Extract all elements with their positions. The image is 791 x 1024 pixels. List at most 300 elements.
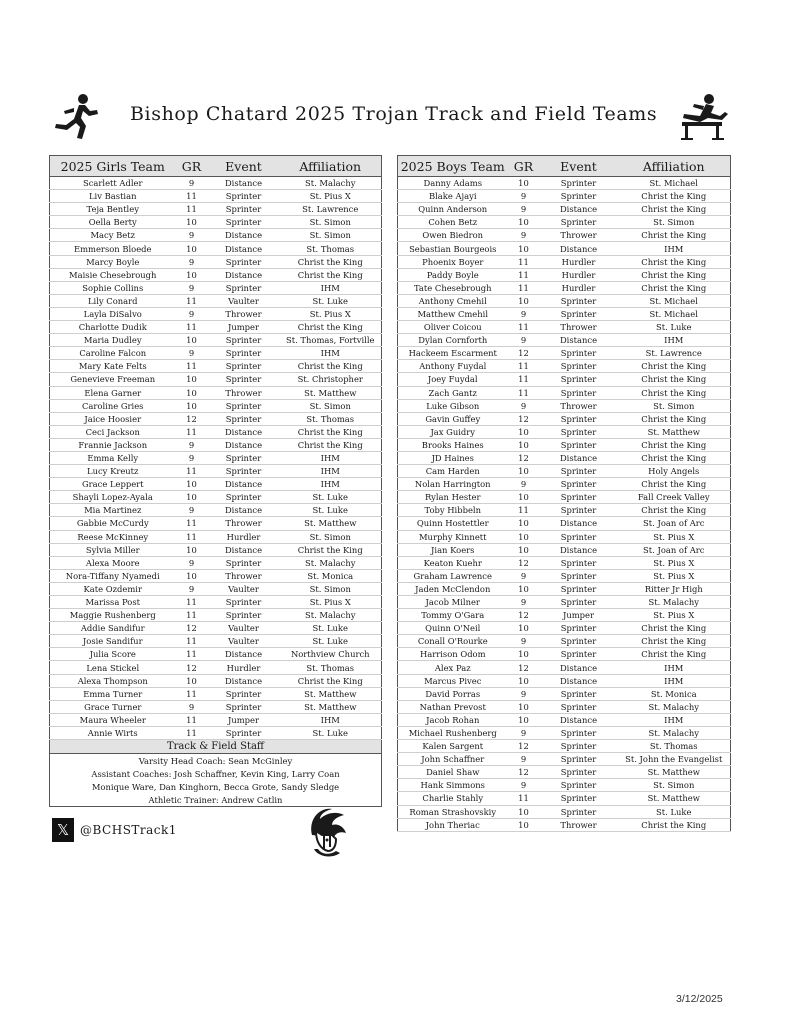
cell-grade: 10 bbox=[508, 674, 540, 687]
cell-affiliation: St. Pius X bbox=[618, 609, 731, 622]
cell-affiliation: Ritter Jr High bbox=[618, 582, 731, 595]
cell-grade: 10 bbox=[176, 491, 208, 504]
cell-affiliation: Christ the King bbox=[618, 268, 731, 281]
cell-grade: 12 bbox=[508, 412, 540, 425]
cell-grade: 9 bbox=[176, 438, 208, 451]
cell-affiliation: Christ the King bbox=[618, 451, 731, 464]
cell-grade: 12 bbox=[508, 661, 540, 674]
cell-grade: 9 bbox=[176, 347, 208, 360]
cell-event: Distance bbox=[208, 438, 280, 451]
cell-grade: 9 bbox=[176, 255, 208, 268]
table-row bbox=[50, 517, 382, 530]
cell-name: Shayli Lopez-Ayala bbox=[50, 491, 176, 504]
cell-affiliation: Christ the King bbox=[280, 438, 382, 451]
cell-name: Emma Kelly bbox=[50, 451, 176, 464]
cell-grade: 10 bbox=[508, 648, 540, 661]
cell-name: Gabbie McCurdy bbox=[50, 517, 176, 530]
table-row bbox=[398, 517, 731, 530]
cell-affiliation: St. Luke bbox=[280, 726, 382, 739]
cell-affiliation: Christ the King bbox=[618, 360, 731, 373]
table-row bbox=[398, 321, 731, 334]
cell-affiliation: Northview Church bbox=[280, 648, 382, 661]
cell-name: John Theriac bbox=[398, 818, 508, 831]
cell-name: Sophie Collins bbox=[50, 281, 176, 294]
cell-grade: 10 bbox=[176, 216, 208, 229]
cell-name: Toby Hibbeln bbox=[398, 504, 508, 517]
cell-grade: 9 bbox=[176, 504, 208, 517]
cell-affiliation: St. Joan of Arc bbox=[618, 543, 731, 556]
cell-name: Gavin Guffey bbox=[398, 412, 508, 425]
cell-affiliation: St. Matthew bbox=[618, 425, 731, 438]
cell-grade: 9 bbox=[176, 281, 208, 294]
cell-grade: 9 bbox=[508, 229, 540, 242]
cell-affiliation: IHM bbox=[280, 713, 382, 726]
cell-name: Maisie Chesebrough bbox=[50, 268, 176, 281]
cell-event: Hurdler bbox=[540, 255, 618, 268]
table-row bbox=[398, 635, 731, 648]
cell-affiliation: Christ the King bbox=[618, 635, 731, 648]
cell-grade: 10 bbox=[176, 386, 208, 399]
cell-grade: 11 bbox=[176, 425, 208, 438]
cell-affiliation: St. Simon bbox=[618, 399, 731, 412]
cell-event: Sprinter bbox=[540, 438, 618, 451]
table-row bbox=[50, 530, 382, 543]
cell-event: Jumper bbox=[208, 321, 280, 334]
cell-affiliation: St. Malachy bbox=[618, 700, 731, 713]
cell-affiliation: Christ the King bbox=[618, 412, 731, 425]
cell-affiliation: St. Malachy bbox=[280, 177, 382, 190]
table-row bbox=[50, 504, 382, 517]
cell-grade: 9 bbox=[508, 307, 540, 320]
cell-event: Distance bbox=[540, 451, 618, 464]
date-stamp: 3/12/2025 bbox=[676, 993, 723, 1005]
cell-affiliation: St. Thomas bbox=[280, 242, 382, 255]
cell-affiliation: St. Malachy bbox=[618, 596, 731, 609]
cell-affiliation: St. Michael bbox=[618, 307, 731, 320]
table-row bbox=[50, 268, 382, 281]
cell-affiliation: St. Michael bbox=[618, 177, 731, 190]
cell-affiliation: Christ the King bbox=[618, 281, 731, 294]
girls-header-row bbox=[50, 156, 382, 177]
table-row bbox=[398, 412, 731, 425]
cell-name: John Schaffner bbox=[398, 753, 508, 766]
table-row bbox=[50, 478, 382, 491]
cell-grade: 12 bbox=[176, 622, 208, 635]
cell-affiliation: Christ the King bbox=[618, 203, 731, 216]
table-row bbox=[50, 255, 382, 268]
cell-grade: 10 bbox=[508, 425, 540, 438]
cell-grade: 12 bbox=[508, 556, 540, 569]
cell-grade: 11 bbox=[176, 294, 208, 307]
girls-col-grade: GR bbox=[176, 156, 208, 177]
cell-name: Murphy Kinnett bbox=[398, 530, 508, 543]
cell-name: Hank Simmons bbox=[398, 779, 508, 792]
cell-name: Mia Martinez bbox=[50, 504, 176, 517]
boys-team-table bbox=[397, 155, 731, 832]
boys-col-team: 2025 Boys Team bbox=[398, 156, 508, 177]
cell-event: Jumper bbox=[208, 713, 280, 726]
table-row bbox=[398, 268, 731, 281]
table-row bbox=[50, 451, 382, 464]
table-row bbox=[50, 386, 382, 399]
cell-grade: 10 bbox=[176, 399, 208, 412]
cell-affiliation: Fall Creek Valley bbox=[618, 491, 731, 504]
cell-affiliation: St. Thomas bbox=[280, 661, 382, 674]
cell-event: Sprinter bbox=[208, 190, 280, 203]
table-row bbox=[398, 294, 731, 307]
cell-grade: 11 bbox=[508, 281, 540, 294]
cell-name: Luke Gibson bbox=[398, 399, 508, 412]
cell-affiliation: St. Matthew bbox=[280, 517, 382, 530]
cell-name: Jax Guidry bbox=[398, 425, 508, 438]
cell-name: Keaton Kuehr bbox=[398, 556, 508, 569]
boys-table-body bbox=[398, 177, 731, 832]
cell-grade: 9 bbox=[508, 726, 540, 739]
cell-affiliation: St. Pius X bbox=[280, 596, 382, 609]
cell-name: Layla DiSalvo bbox=[50, 307, 176, 320]
table-row bbox=[398, 556, 731, 569]
x-logo-icon[interactable]: 𝕏 bbox=[52, 818, 74, 842]
cell-event: Sprinter bbox=[540, 740, 618, 753]
cell-name: Mary Kate Felts bbox=[50, 360, 176, 373]
cell-grade: 10 bbox=[508, 465, 540, 478]
cell-event: Sprinter bbox=[540, 622, 618, 635]
staff-line: Varsity Head Coach: Sean McGinley bbox=[138, 755, 293, 766]
cell-name: Michael Rushenberg bbox=[398, 726, 508, 739]
cell-affiliation: St. Simon bbox=[280, 229, 382, 242]
cell-event: Sprinter bbox=[540, 726, 618, 739]
cell-name: Marcy Boyle bbox=[50, 255, 176, 268]
cell-name: Nora-Tiffany Nyamedi bbox=[50, 569, 176, 582]
cell-grade: 9 bbox=[508, 687, 540, 700]
cell-name: Grace Leppert bbox=[50, 478, 176, 491]
cell-event: Sprinter bbox=[208, 399, 280, 412]
cell-grade: 10 bbox=[176, 478, 208, 491]
cell-event: Sprinter bbox=[208, 451, 280, 464]
cell-name: Anthony Cmehil bbox=[398, 294, 508, 307]
cell-grade: 11 bbox=[176, 726, 208, 739]
cell-grade: 11 bbox=[176, 360, 208, 373]
cell-event: Sprinter bbox=[540, 792, 618, 805]
cell-grade: 11 bbox=[508, 255, 540, 268]
cell-grade: 11 bbox=[176, 713, 208, 726]
boys-col-grade: GR bbox=[508, 156, 540, 177]
cell-name: Frannie Jackson bbox=[50, 438, 176, 451]
table-row bbox=[398, 478, 731, 491]
cell-name: Hackeem Escarment bbox=[398, 347, 508, 360]
cell-event: Vaulter bbox=[208, 622, 280, 635]
cell-grade: 11 bbox=[176, 609, 208, 622]
table-row bbox=[50, 465, 382, 478]
cell-event: Sprinter bbox=[540, 491, 618, 504]
cell-grade: 10 bbox=[508, 582, 540, 595]
cell-affiliation: St. Thomas bbox=[280, 412, 382, 425]
cell-grade: 11 bbox=[508, 792, 540, 805]
table-row bbox=[50, 216, 382, 229]
cell-affiliation: Holy Angels bbox=[618, 465, 731, 478]
cell-affiliation: St. Luke bbox=[618, 321, 731, 334]
cell-name: Brooks Haines bbox=[398, 438, 508, 451]
cell-grade: 12 bbox=[508, 766, 540, 779]
cell-grade: 12 bbox=[508, 451, 540, 464]
cell-event: Sprinter bbox=[208, 491, 280, 504]
cell-affiliation: St. Christopher bbox=[280, 373, 382, 386]
cell-name: Macy Betz bbox=[50, 229, 176, 242]
cell-affiliation: St. Luke bbox=[280, 491, 382, 504]
cell-grade: 10 bbox=[176, 242, 208, 255]
cell-event: Hurdler bbox=[540, 281, 618, 294]
cell-affiliation: St. Simon bbox=[618, 779, 731, 792]
cell-event: Thrower bbox=[540, 229, 618, 242]
table-row bbox=[398, 465, 731, 478]
cell-affiliation: Christ the King bbox=[618, 190, 731, 203]
cell-event: Sprinter bbox=[540, 216, 618, 229]
cell-affiliation: IHM bbox=[280, 465, 382, 478]
table-row bbox=[398, 569, 731, 582]
table-row bbox=[398, 281, 731, 294]
cell-event: Sprinter bbox=[540, 190, 618, 203]
cell-grade: 11 bbox=[508, 321, 540, 334]
table-row bbox=[398, 530, 731, 543]
cell-name: Josie Sandifur bbox=[50, 635, 176, 648]
table-row bbox=[50, 347, 382, 360]
cell-grade: 11 bbox=[176, 517, 208, 530]
cell-affiliation: Christ the King bbox=[280, 425, 382, 438]
cell-name: Ceci Jackson bbox=[50, 425, 176, 438]
cell-event: Distance bbox=[208, 674, 280, 687]
cell-name: Kalen Sargent bbox=[398, 740, 508, 753]
table-row bbox=[398, 255, 731, 268]
table-row bbox=[398, 399, 731, 412]
cell-name: Dylan Cornforth bbox=[398, 334, 508, 347]
cell-grade: 9 bbox=[508, 203, 540, 216]
table-row bbox=[50, 321, 382, 334]
cell-name: Tommy O'Gara bbox=[398, 609, 508, 622]
boys-header-row bbox=[398, 156, 731, 177]
table-row bbox=[398, 700, 731, 713]
cell-event: Sprinter bbox=[540, 294, 618, 307]
cell-affiliation: St. Matthew bbox=[618, 766, 731, 779]
cell-name: Nolan Harrington bbox=[398, 478, 508, 491]
cell-name: Cam Harden bbox=[398, 465, 508, 478]
cell-grade: 9 bbox=[508, 190, 540, 203]
cell-event: Distance bbox=[540, 674, 618, 687]
cell-name: Charlotte Dudik bbox=[50, 321, 176, 334]
cell-affiliation: St. Matthew bbox=[618, 792, 731, 805]
cell-event: Distance bbox=[208, 478, 280, 491]
cell-grade: 10 bbox=[508, 177, 540, 190]
table-row bbox=[398, 726, 731, 739]
runner-icon bbox=[52, 92, 102, 140]
cell-grade: 9 bbox=[176, 451, 208, 464]
cell-grade: 12 bbox=[508, 740, 540, 753]
table-row bbox=[398, 451, 731, 464]
cell-grade: 10 bbox=[508, 517, 540, 530]
cell-affiliation: IHM bbox=[618, 242, 731, 255]
cell-event: Hurdler bbox=[540, 268, 618, 281]
cell-event: Sprinter bbox=[540, 530, 618, 543]
cell-affiliation: Christ the King bbox=[618, 386, 731, 399]
cell-event: Sprinter bbox=[540, 700, 618, 713]
cell-affiliation: IHM bbox=[280, 451, 382, 464]
table-row bbox=[398, 648, 731, 661]
cell-event: Distance bbox=[540, 543, 618, 556]
table-row bbox=[50, 399, 382, 412]
table-row bbox=[398, 373, 731, 386]
cell-event: Vaulter bbox=[208, 635, 280, 648]
cell-event: Sprinter bbox=[208, 465, 280, 478]
cell-name: Owen Biedron bbox=[398, 229, 508, 242]
cell-name: Jaden McClendon bbox=[398, 582, 508, 595]
table-row bbox=[50, 596, 382, 609]
table-row bbox=[50, 609, 382, 622]
cell-grade: 10 bbox=[508, 438, 540, 451]
cell-affiliation: IHM bbox=[618, 334, 731, 347]
cell-name: Rylan Hester bbox=[398, 491, 508, 504]
cell-event: Distance bbox=[208, 543, 280, 556]
cell-event: Sprinter bbox=[540, 687, 618, 700]
cell-event: Sprinter bbox=[208, 412, 280, 425]
cell-grade: 12 bbox=[176, 412, 208, 425]
cell-affiliation: St. Luke bbox=[280, 635, 382, 648]
cell-grade: 10 bbox=[508, 216, 540, 229]
hurdler-icon bbox=[676, 92, 732, 142]
cell-event: Hurdler bbox=[208, 530, 280, 543]
cell-event: Sprinter bbox=[540, 596, 618, 609]
cell-affiliation: St. Malachy bbox=[280, 609, 382, 622]
cell-event: Sprinter bbox=[208, 334, 280, 347]
cell-event: Distance bbox=[208, 268, 280, 281]
cell-event: Sprinter bbox=[540, 478, 618, 491]
cell-affiliation: St. Pius X bbox=[280, 307, 382, 320]
cell-grade: 11 bbox=[176, 687, 208, 700]
cell-affiliation: Christ the King bbox=[618, 818, 731, 831]
cell-grade: 10 bbox=[508, 242, 540, 255]
cell-name: Daniel Shaw bbox=[398, 766, 508, 779]
cell-name: Oliver Coicou bbox=[398, 321, 508, 334]
cell-grade: 11 bbox=[176, 190, 208, 203]
table-row bbox=[398, 307, 731, 320]
cell-grade: 11 bbox=[176, 596, 208, 609]
cell-name: Danny Adams bbox=[398, 177, 508, 190]
table-row bbox=[398, 438, 731, 451]
cell-name: Maura Wheeler bbox=[50, 713, 176, 726]
cell-event: Sprinter bbox=[540, 766, 618, 779]
cell-grade: 11 bbox=[508, 373, 540, 386]
cell-affiliation: Christ the King bbox=[618, 478, 731, 491]
cell-event: Sprinter bbox=[208, 360, 280, 373]
table-row bbox=[398, 216, 731, 229]
girls-table-body bbox=[50, 177, 382, 740]
cell-affiliation: St. Thomas bbox=[618, 740, 731, 753]
girls-col-affiliation: Affiliation bbox=[280, 156, 382, 177]
cell-affiliation: Christ the King bbox=[280, 255, 382, 268]
cell-event: Vaulter bbox=[208, 582, 280, 595]
cell-event: Sprinter bbox=[540, 779, 618, 792]
cell-grade: 11 bbox=[176, 203, 208, 216]
cell-name: Reese McKinney bbox=[50, 530, 176, 543]
boys-col-event: Event bbox=[540, 156, 618, 177]
cell-name: Tate Chesebrough bbox=[398, 281, 508, 294]
table-row bbox=[50, 307, 382, 320]
cell-event: Sprinter bbox=[540, 360, 618, 373]
cell-event: Sprinter bbox=[208, 556, 280, 569]
cell-grade: 11 bbox=[508, 386, 540, 399]
cell-event: Sprinter bbox=[540, 307, 618, 320]
page-title: Bishop Chatard 2025 Trojan Track and Field Teams bbox=[130, 103, 658, 125]
cell-grade: 11 bbox=[176, 465, 208, 478]
table-row bbox=[398, 203, 731, 216]
table-row bbox=[50, 242, 382, 255]
table-row bbox=[50, 622, 382, 635]
table-row bbox=[398, 334, 731, 347]
table-row bbox=[50, 648, 382, 661]
cell-name: Alexa Moore bbox=[50, 556, 176, 569]
social-handle[interactable]: @BCHSTrack1 bbox=[80, 823, 177, 837]
table-row bbox=[50, 294, 382, 307]
cell-affiliation: St. Matthew bbox=[280, 386, 382, 399]
table-row bbox=[398, 491, 731, 504]
cell-affiliation: St. Luke bbox=[618, 805, 731, 818]
table-row bbox=[50, 635, 382, 648]
cell-event: Sprinter bbox=[540, 805, 618, 818]
cell-affiliation: St. Luke bbox=[280, 504, 382, 517]
cell-affiliation: St. Pius X bbox=[618, 530, 731, 543]
cell-affiliation: St. Simon bbox=[280, 530, 382, 543]
cell-name: Lily Conard bbox=[50, 294, 176, 307]
girls-team-table bbox=[49, 155, 382, 807]
cell-name: Conall O'Rourke bbox=[398, 635, 508, 648]
table-row bbox=[50, 713, 382, 726]
table-row bbox=[398, 766, 731, 779]
cell-name: Lena Stickel bbox=[50, 661, 176, 674]
table-row bbox=[50, 373, 382, 386]
cell-event: Distance bbox=[208, 177, 280, 190]
cell-affiliation: St. Pius X bbox=[618, 556, 731, 569]
cell-event: Sprinter bbox=[540, 386, 618, 399]
cell-grade: 11 bbox=[508, 504, 540, 517]
cell-affiliation: Christ the King bbox=[280, 674, 382, 687]
cell-event: Distance bbox=[208, 425, 280, 438]
cell-event: Thrower bbox=[540, 818, 618, 831]
cell-name: Kate Ozdemir bbox=[50, 582, 176, 595]
cell-grade: 10 bbox=[176, 373, 208, 386]
cell-name: Caroline Falcon bbox=[50, 347, 176, 360]
table-row bbox=[398, 609, 731, 622]
cell-grade: 10 bbox=[508, 818, 540, 831]
cell-grade: 11 bbox=[176, 635, 208, 648]
cell-event: Sprinter bbox=[208, 687, 280, 700]
cell-name: Charlie Stahly bbox=[398, 792, 508, 805]
cell-grade: 9 bbox=[508, 753, 540, 766]
cell-event: Sprinter bbox=[208, 281, 280, 294]
social-handle-block[interactable] bbox=[52, 818, 232, 844]
cell-affiliation: IHM bbox=[618, 674, 731, 687]
cell-affiliation: St. Malachy bbox=[280, 556, 382, 569]
cell-name: Genevieve Freeman bbox=[50, 373, 176, 386]
cell-name: Jacob Milner bbox=[398, 596, 508, 609]
table-row bbox=[50, 190, 382, 203]
table-row bbox=[398, 805, 731, 818]
cell-name: Jacob Rohan bbox=[398, 713, 508, 726]
cell-event: Sprinter bbox=[208, 373, 280, 386]
trojan-mascot-logo bbox=[302, 805, 350, 861]
cell-event: Jumper bbox=[540, 609, 618, 622]
table-row bbox=[50, 700, 382, 713]
cell-event: Distance bbox=[208, 648, 280, 661]
cell-affiliation: St. Thomas, Fortville bbox=[280, 334, 382, 347]
staff-section bbox=[50, 740, 382, 807]
